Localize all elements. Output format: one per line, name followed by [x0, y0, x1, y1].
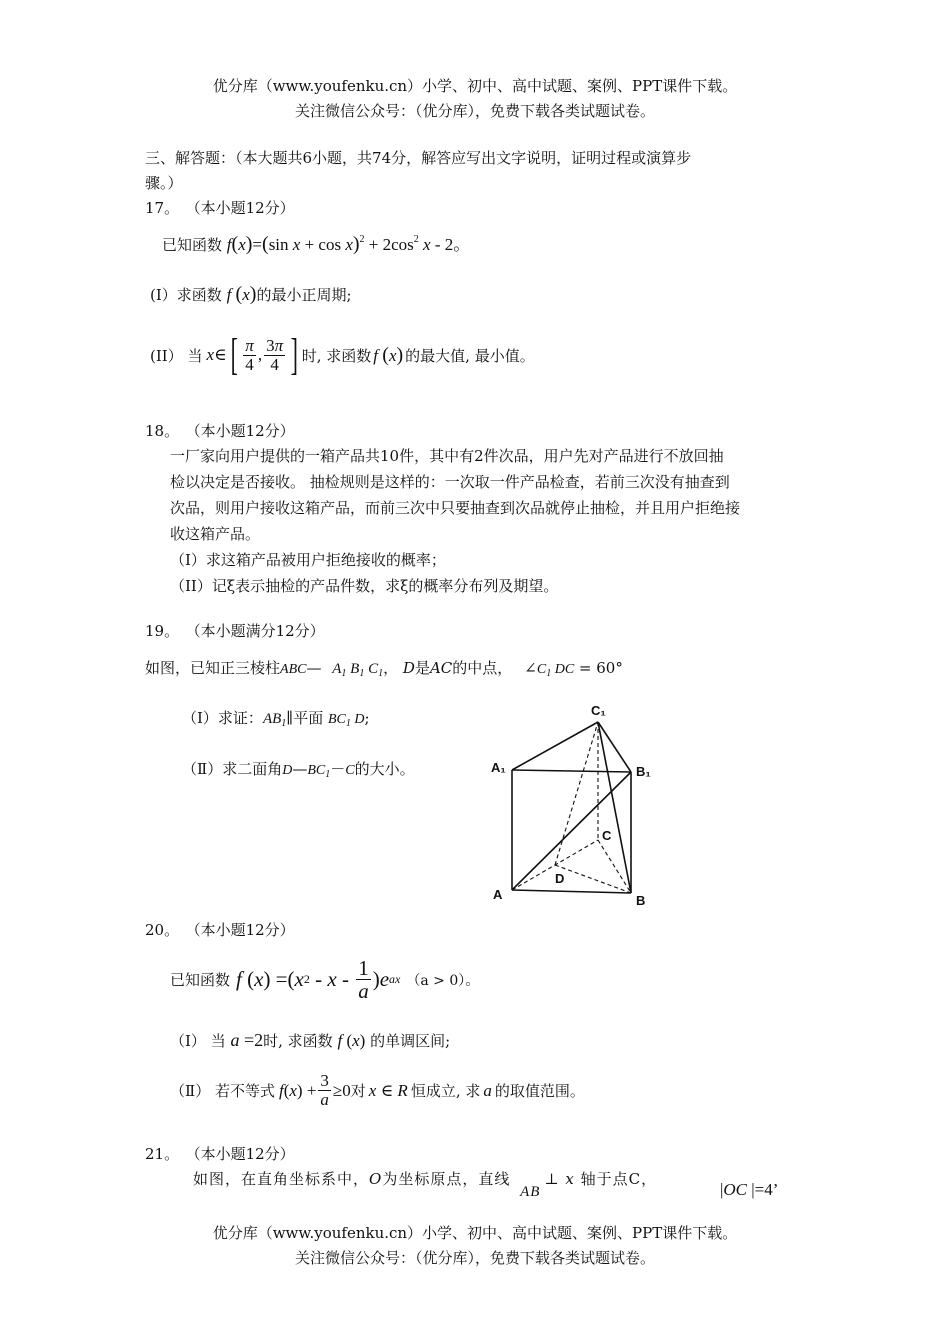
section-title-line-1: 三、解答题：（本大题共6小题，共74分，解答应写出文字说明，证明过程或演算步	[145, 149, 692, 167]
q21-number: 21。	[145, 1145, 180, 1163]
q17-number: 17。	[145, 199, 180, 217]
q21-score: （本小题12分）	[193, 1145, 295, 1163]
q20-part2: （Ⅱ） 若不等式 f ( x ) + $\frac{3}{a}$ ≥0 对 x ∈ R 恒成立, 求 a 的取值范围。	[170, 1071, 585, 1109]
q17-part2: (II） 当 x ∈ [ $\frac{\pi}{4}$ , $\frac{3\pi}{4}$ ] 时, 求函数 f (x) 的最大值, 最小值。	[150, 330, 535, 379]
edge-a1-c1	[512, 722, 598, 770]
label-a: A	[493, 887, 503, 902]
section-title-line-2: 骤。）	[145, 174, 183, 192]
q17-heading	[145, 197, 295, 218]
q18-part2: （II）记ξ表示抽检的产品件数，求ξ的概率分布列及期望。	[170, 577, 559, 595]
q18-part1: （I）求这箱产品被用户拒绝接收的概率；	[170, 551, 446, 569]
q18-score: （本小题12分）	[193, 422, 295, 440]
q21-heading	[145, 1143, 295, 1164]
label-b: B	[636, 893, 646, 908]
q20-formula: f ( x ) =( x 2 - x - $\frac{1}{a}$ ) e ax	[236, 955, 401, 1003]
q19-angle: 60°	[596, 659, 623, 677]
q21-oc: |OC |=4’	[720, 1180, 779, 1199]
label-d: D	[555, 871, 565, 886]
q19-score: （本小题满分12分）	[193, 622, 325, 640]
label-c1: C₁	[591, 703, 606, 718]
q21-body: 如图，在直角坐标系中，O为坐标原点，直线 AB⊥ x 轴于点C，	[193, 1170, 658, 1200]
label-c: C	[602, 828, 612, 843]
header-line-1: 优分库（www.youfenku.cn）小学、初中、高中试题、案例、PPT课件下载。	[212, 77, 738, 95]
segment-ab1	[512, 772, 631, 890]
q18-number: 18。	[145, 422, 180, 440]
edge-a1-b1	[512, 770, 631, 772]
label-a1: A₁	[491, 760, 506, 775]
segment-d-b	[555, 865, 631, 893]
label-b1: B₁	[636, 764, 651, 779]
q17-intro: 已知函数 f(x)=(sin $x + \cos x)^2 + 2\cos^2$ x - 2。	[162, 233, 471, 255]
q19-intro: 如图，已知正三棱柱ABC— $A_1$ $B_1$ $C_1$， D是AC的中点， $\angle C_1$ DC = 60°	[145, 659, 623, 679]
q17-part1: (I）求函数 f (x)的最小正周期;	[150, 283, 352, 305]
q19-heading	[145, 620, 325, 641]
prism-figure	[485, 700, 660, 910]
edge-a-b	[512, 890, 631, 893]
q20-number: 20。	[145, 921, 180, 939]
q19-part1: （Ⅰ）求证：$AB_1\parallel$平面 $BC_1$ D;	[182, 709, 370, 729]
footer-line-2: 关注微信公众号：（优分库），免费下载各类试题试卷。	[294, 1249, 655, 1267]
q20-heading	[145, 919, 295, 940]
footer-line-1: 优分库（www.youfenku.cn）小学、初中、高中试题、案例、PPT课件下载。	[212, 1224, 738, 1242]
header-line-2: 关注微信公众号：（优分库），免费下载各类试题试卷。	[294, 102, 655, 120]
q20-score: （本小题12分）	[193, 921, 295, 939]
q17-formula: f(x)=(sin $x + \cos x)^2 + 2\cos^2$ x - 2。	[226, 233, 471, 255]
q19-number: 19。	[145, 622, 180, 640]
q18-heading	[145, 420, 295, 441]
q20-part1: （Ⅰ） 当 a =2时, 求函数 f (x) 的单调区间;	[170, 1030, 451, 1050]
q17-interval: x ∈ [ $\frac{\pi}{4}$ , $\frac{3\pi}{4}$ ]	[206, 330, 299, 379]
q17-score: （本小题12分）	[193, 199, 295, 217]
q18-body: 一厂家向用户提供的一箱产品共10件，其中有2件次品，用户先对产品进行不放回抽 检以决定是否接收。 抽检规则是这样的：一次取一件产品检查，若前三次没有抽查到 次品，则用户接收这箱产品，而前三次中只要抽查到次品就停止抽检，并且用户拒绝接 收这箱产品。 （I）求这箱产品被用户拒绝接收的概率； （II）记ξ表示抽检的产品件数，求ξ的概率分布列及期望。	[170, 443, 740, 599]
q20-intro: 已知函数 f ( x ) =( x 2 - x - $\frac{1}{a}$ ) e ax （a > 0）。	[170, 955, 480, 1003]
q19-part2: （Ⅱ）求二面角$D—BC_1-C$的大小。	[182, 760, 415, 780]
